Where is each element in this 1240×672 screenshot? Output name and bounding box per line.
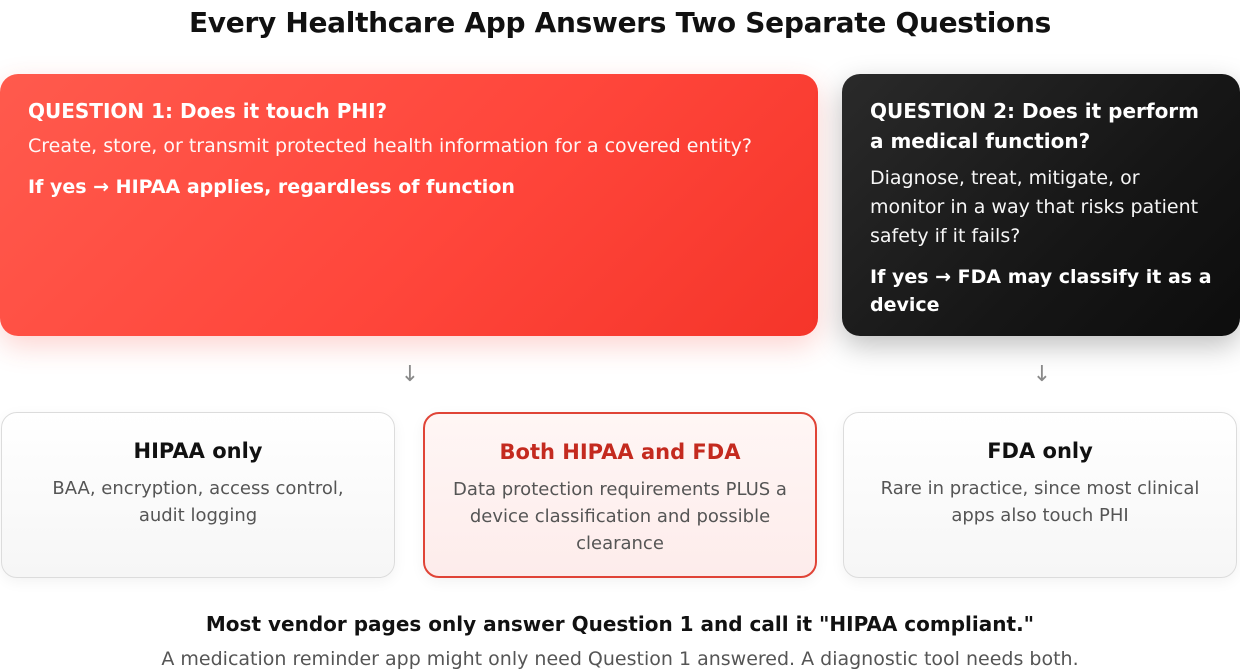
outcome-description: Data protection requirements PLUS a device classification and possible clearance (453, 479, 787, 554)
diagram-title: Every Healthcare App Answers Two Separate Questions (188, 6, 1051, 39)
footer-statement: Most vendor pages only answer Question 1 and call it "HIPAA compliant." (205, 612, 1035, 636)
outcome-title: Both HIPAA and FDA (499, 440, 741, 464)
outcome-both (423, 412, 817, 578)
question-2-description: Diagnose, treat, mitigate, or monitor in a way that risks patient safety if it fails? (870, 167, 1199, 247)
footer-subtext: A medication reminder app might only need Question 1 answered. A diagnostic tool needs both. (161, 648, 1079, 670)
outcome-hipaa-only (1, 412, 395, 578)
question-2-result: If yes → FDA may classify it as a device (870, 266, 1212, 316)
question-1-card (0, 74, 818, 336)
outcome-fda-only (843, 412, 1237, 578)
question-1-description: Create, store, or transmit protected health information for a covered entity? (28, 135, 753, 157)
question-2-heading: QUESTION 2: Does it perform a medical function? (870, 99, 1200, 153)
outcome-description: Rare in practice, since most clinical apps also touch PHI (880, 478, 1200, 526)
outcome-title: FDA only (987, 439, 1093, 463)
question-2-card (842, 74, 1240, 336)
arrow-down-icon: ↓ (1032, 362, 1052, 387)
question-1-result: If yes → HIPAA applies, regardless of function (28, 176, 515, 198)
outcome-title: HIPAA only (133, 439, 263, 463)
arrow-down-icon: ↓ (400, 362, 420, 387)
question-1-heading: QUESTION 1: Does it touch PHI? (28, 99, 388, 123)
outcome-description: BAA, encryption, access control, audit logging (52, 478, 344, 526)
